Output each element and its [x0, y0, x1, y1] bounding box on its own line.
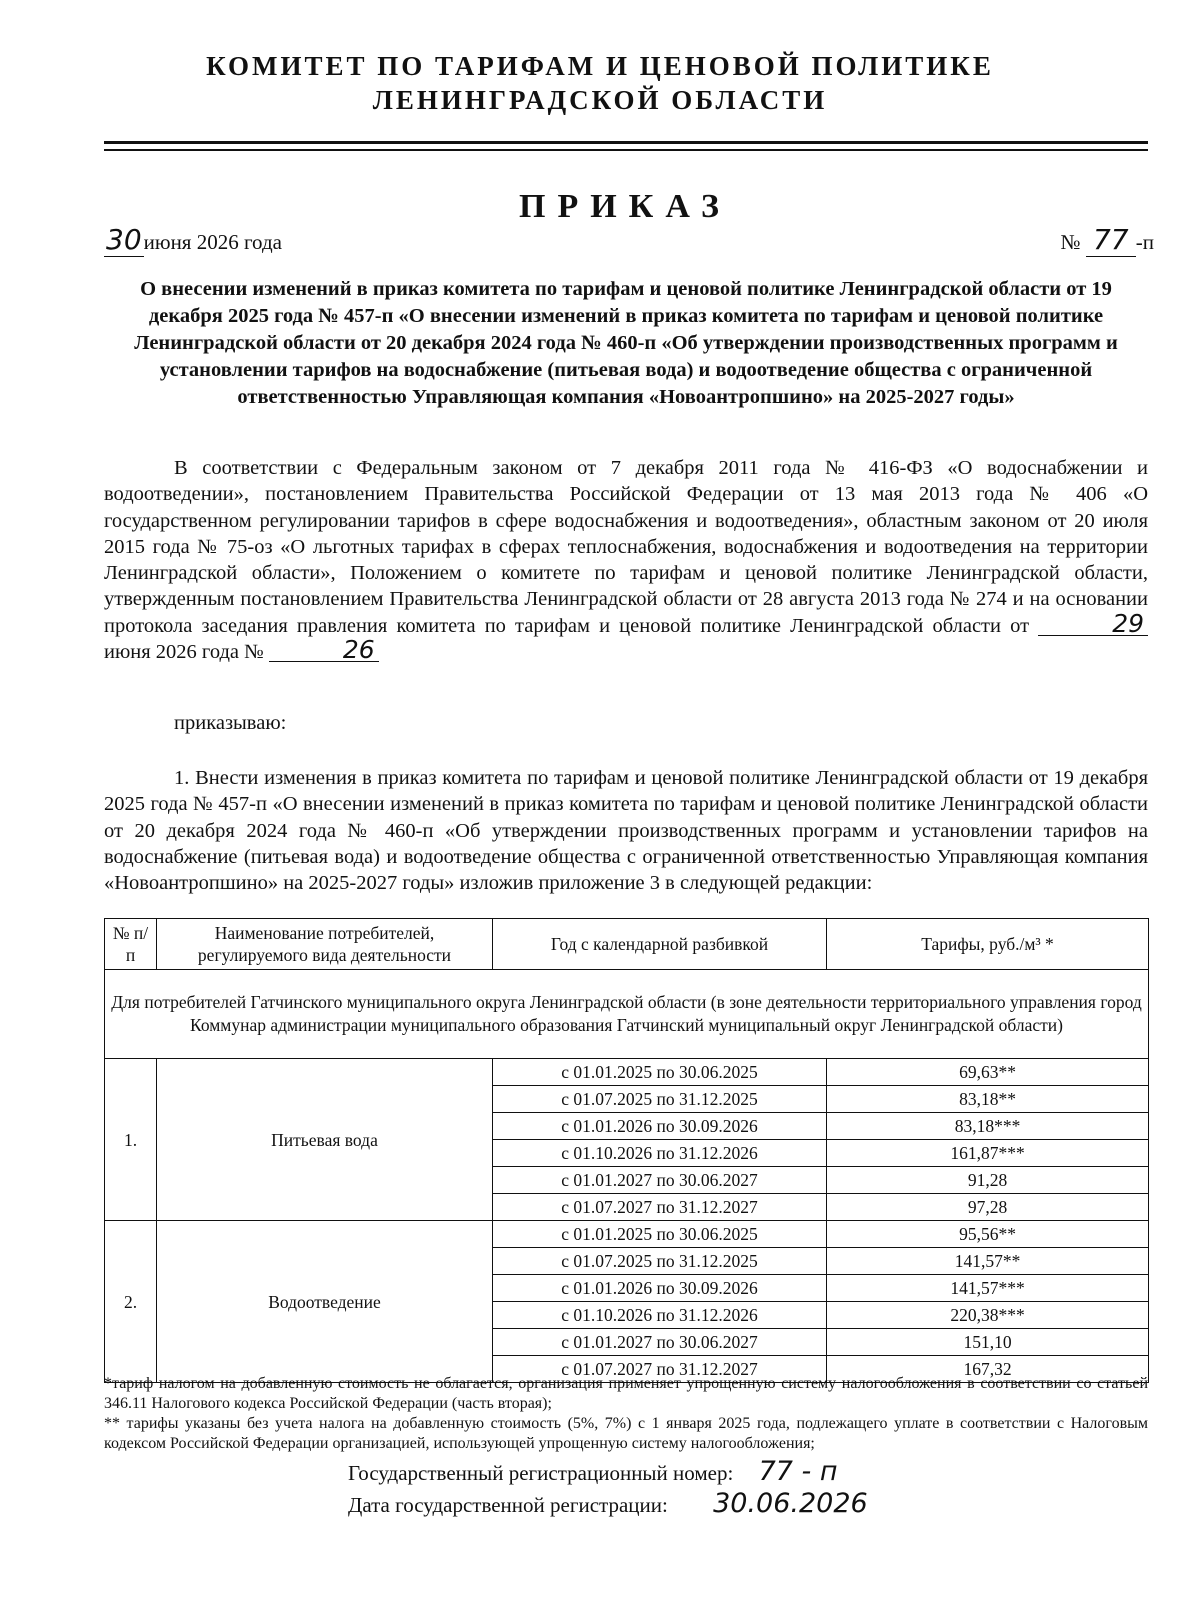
tariff-cell: 161,87*** — [827, 1140, 1149, 1167]
org-name-line1: КОМИТЕТ ПО ТАРИФАМ И ЦЕНОВОЙ ПОЛИТИКЕ — [206, 51, 994, 81]
header-num: № п/п — [105, 919, 157, 970]
service-name: Водоотведение — [157, 1221, 493, 1383]
handwritten-protocol-number: 26 — [269, 639, 379, 662]
period-cell: с 01.01.2026 по 30.09.2026 — [493, 1275, 827, 1302]
tariff-cell: 91,28 — [827, 1167, 1149, 1194]
registration-date — [348, 1488, 868, 1519]
row-number: 1. — [105, 1059, 157, 1221]
preamble-text: В соответствии с Федеральным законом от 7 декабря 2011 года № 416-ФЗ «О водоснабжении и водоотведении», постановлением Правительства Российской Федерации от 13 мая 2013 года № 406 «О государственном регулировании тарифов в сфере водоснабжения и водоотведения», областным законом от 20 июля 2015 года № 75-оз «О льготных тарифах в сферах теплоснабжения, водоснабжения и водоотведения на территории Ленинградской области», Положением о комитете по тарифам и ценовой политике Ленинградской области, утвержденным постановлением Правительства Ленинградской области от 28 августа 2013 года № 274 и на основании протокола заседания правления комитета по тарифам и ценовой политике Ленинградской области от — [104, 457, 1148, 637]
number-suffix: -п — [1135, 230, 1154, 254]
table-header-row — [105, 919, 1149, 970]
preamble-paragraph — [104, 455, 1148, 665]
item-1-paragraph: 1. Внести изменения в приказ комитета по тарифам и ценовой политике Ленинградской области от 19 декабря 2025 года № 457-п «О внесении изменений в приказ комитета по тарифам и ценовой политике Ленинградской области от 20 декабря 2024 года № 460-п «Об утверждении производственных программ и установлении тарифов на водоснабжение (питьевая вода) и водоотведение общества с ограниченной ответственностью Управляющая компания «Новоантропшино» на 2025-2027 годы» изложив приложение 3 в следующей редакции: — [104, 767, 1148, 895]
period-cell: с 01.10.2026 по 31.12.2026 — [493, 1140, 827, 1167]
header-name: Наименование потребителей, регулируемого вида деятельности — [157, 919, 493, 970]
period-cell: с 01.01.2027 по 30.06.2027 — [493, 1329, 827, 1356]
header-tariff: Тарифы, руб./м³ * — [827, 919, 1149, 970]
handwritten-day: 30 — [106, 223, 142, 256]
footnotes — [104, 1374, 1148, 1454]
tariff-cell: 83,18*** — [827, 1113, 1149, 1140]
tariff-cell: 97,28 — [827, 1194, 1149, 1221]
tariff-cell: 167,32 — [827, 1356, 1149, 1383]
date-rest: июня 2026 года — [143, 230, 282, 254]
group-caption: Для потребителей Гатчинского муниципального округа Ленинградской области (в зоне деятельности территориального управления город Коммунар администрации муниципального образования Гатчинский муниципальный округ Ленинградской области) — [105, 970, 1149, 1059]
period-cell: с 01.01.2025 по 30.06.2025 — [493, 1221, 827, 1248]
period-cell: с 01.07.2025 по 31.12.2025 — [493, 1248, 827, 1275]
registration-number-label: Государственный регистрационный номер: — [348, 1461, 734, 1485]
header-rule-thin — [104, 149, 1148, 151]
table-group-row — [105, 970, 1149, 1059]
doc-type-title: ПРИКАЗ — [519, 188, 731, 225]
table-row — [105, 1221, 1149, 1248]
tariff-cell: 141,57** — [827, 1248, 1149, 1275]
service-name: Питьевая вода — [157, 1059, 493, 1221]
period-cell: с 01.07.2025 по 31.12.2025 — [493, 1086, 827, 1113]
preamble-middle: июня 2026 года № — [104, 641, 264, 664]
org-name-line2: ЛЕНИНГРАДСКОЙ ОБЛАСТИ — [372, 85, 828, 115]
period-cell: с 01.01.2026 по 30.09.2026 — [493, 1113, 827, 1140]
table-body — [105, 1059, 1149, 1383]
header-period: Год с календарной разбивкой — [493, 919, 827, 970]
footnote-2: ** тарифы указаны без учета налога на добавленную стоимость (5%, 7%) с 1 января 2025 года, подлежащего уплате в соответствии с Налоговым кодексом Российской Федерации организацией, использующей упрощенную систему налогообложения; — [104, 1415, 1148, 1452]
number-prefix: № — [1060, 230, 1081, 254]
row-number: 2. — [105, 1221, 157, 1383]
handwritten-protocol-day: 29 — [1038, 613, 1148, 636]
table-row — [105, 1059, 1149, 1086]
tariff-cell: 83,18** — [827, 1086, 1149, 1113]
registration-number-value: 77 - п — [758, 1456, 838, 1487]
tariff-table — [104, 918, 1149, 1383]
tariff-cell: 95,56** — [827, 1221, 1149, 1248]
registration-number — [348, 1456, 837, 1487]
period-cell: с 01.07.2027 по 31.12.2027 — [493, 1194, 827, 1221]
registration-date-label: Дата государственной регистрации: — [348, 1493, 668, 1517]
period-cell: с 01.10.2026 по 31.12.2026 — [493, 1302, 827, 1329]
tariff-cell: 69,63** — [827, 1059, 1149, 1086]
handwritten-number: 77 — [1086, 223, 1136, 257]
order-date — [104, 223, 282, 257]
tariff-cell: 141,57*** — [827, 1275, 1149, 1302]
order-subject: О внесении изменений в приказ комитета по тарифам и ценовой политике Ленинградской области от 19 декабря 2025 года № 457-п «О внесении изменений в приказ комитета по тарифам и ценовой политике Ленинградской области от 20 декабря 2024 года № 460-п «Об утверждении производственных программ и установлении тарифов на водоснабжение (питьевая вода) и водоотведение общества с ограниченной ответственностью Управляющая компания «Новоантропшино» на 2025-2027 годы» — [134, 278, 1118, 408]
tariff-cell: 220,38*** — [827, 1302, 1149, 1329]
period-cell: с 01.01.2025 по 30.06.2025 — [493, 1059, 827, 1086]
order-word: приказываю: — [174, 712, 287, 734]
period-cell: с 01.01.2027 по 30.06.2027 — [493, 1167, 827, 1194]
order-number — [1060, 223, 1154, 257]
tariff-cell: 151,10 — [827, 1329, 1149, 1356]
header-rule-thick — [104, 141, 1148, 144]
registration-date-value: 30.06.2026 — [713, 1488, 868, 1519]
footnote-1: *тариф налогом на добавленную стоимость не облагается, организация применяет упрощенную систему налогообложения в соответствии со статьей 346.11 Налогового кодекса Российской Федерации (часть вторая); — [104, 1375, 1148, 1412]
period-cell: с 01.07.2027 по 31.12.2027 — [493, 1356, 827, 1383]
